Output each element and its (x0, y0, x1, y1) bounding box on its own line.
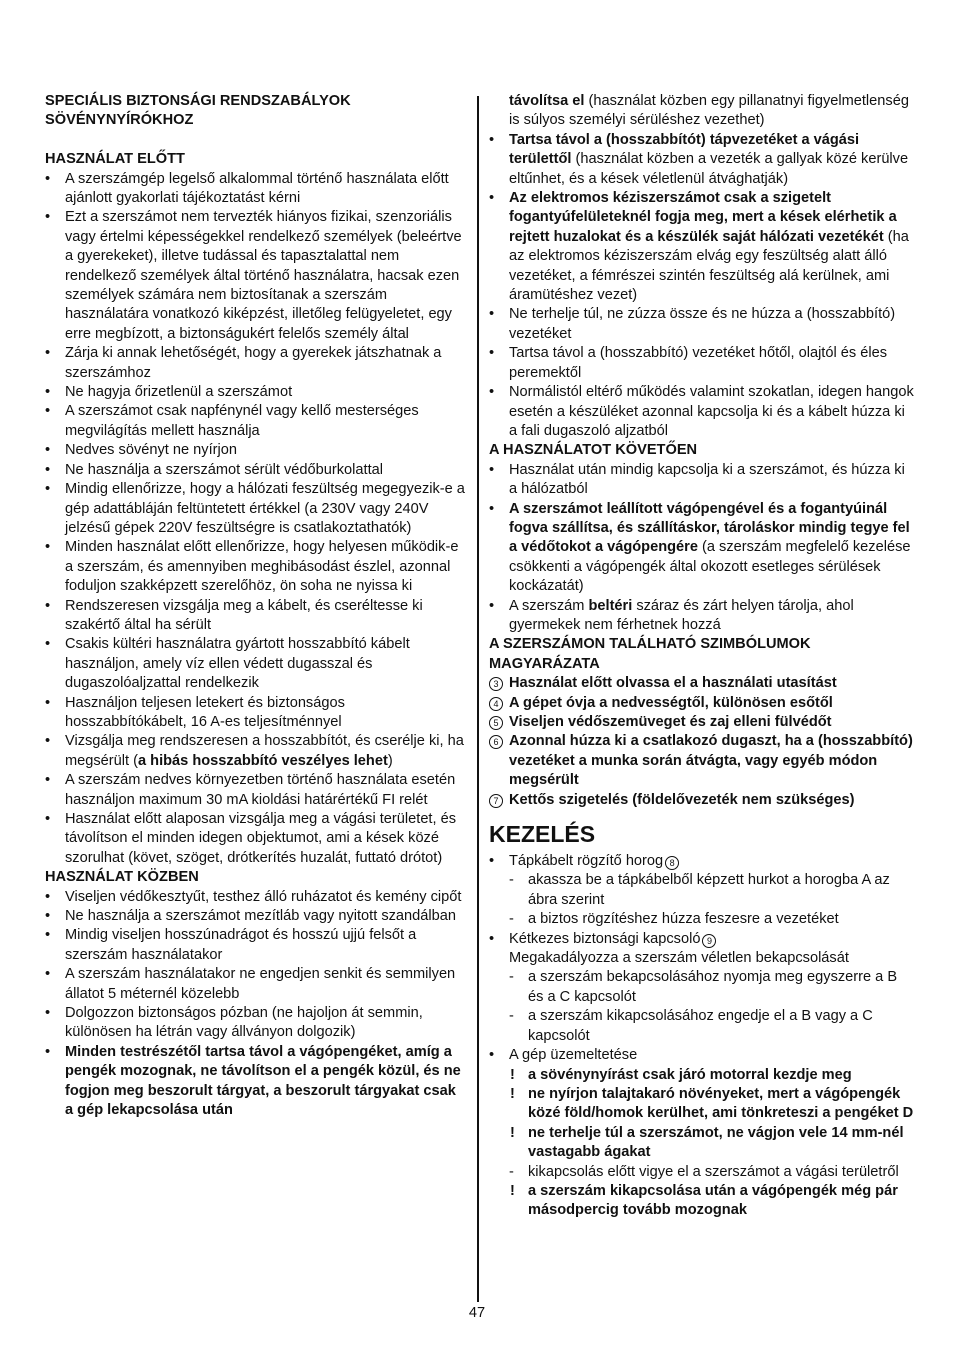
list-item: • A szerszámgép legelső alkalommal történő használata előtt ajánlott gyakorlati tájékoztatást kérni (45, 170, 467, 209)
warning-item: ! a sövénynyírást csak járó motorral kezdje meg (489, 1066, 914, 1085)
section-title: SPECIÁLIS BIZTONSÁGI RENDSZABÁLYOK (45, 93, 351, 109)
right-column (489, 92, 914, 1221)
symbol-item: 7 Kettős szigetelés (földelővezeték nem szükséges) (489, 791, 914, 810)
list-item: • Ezt a szerszámot nem tervezték hiányos fizikai, szenzoriális vagy értelmi képességekkel rendelkező személyek (beleértve a gyerekeket), illetve tudással és tapasztalattal nem rendelkező személyek által történő használatra, hacsak ezen személyek számára nem biztosítanak a szerszám használatára vonatkozó kiképzést, illetőleg felügyeletet, egy erre megbízott, a biztonságukért felelős személy által (45, 208, 467, 344)
heading-during-use: HASZNÁLAT KÖZBEN (45, 869, 199, 886)
list-item: • Minden testrészétől tartsa távol a vágópengéket, amíg a pengék mozognak, ne távolítson el a pengék közül, és ne fogjon meg beszorult tárgyat, a beszorult tárgyakat csak a gép lekapcsolása után (45, 1043, 467, 1121)
list-item: • Rendszeresen vizsgálja meg a kábelt, és cseréltesse ki szakértő által ha sérült (45, 597, 467, 636)
list-item: • Normálistól eltérő működés valamint szokatlan, idegen hangok esetén a készüléket azonnal kapcsolja ki és a kábelt húzza ki a fali dugaszoló aljzatból (489, 383, 914, 441)
list-item: • Ne hagyja őrizetlenül a szerszámot (45, 383, 467, 402)
list-item: • Az elektromos kéziszerszámot csak a szigetelt fogantyúfelületeknél fogja meg, mert a kések elérhetik a rejtett huzalokat és a készülék saját hálózati vezetékét (ha az elektromos kéziszerszám elvág egy feszültség alatt álló vezetéket, a fémrészei szintén feszültség alá kerülnek, ami áramütéshez vezet) (489, 189, 914, 305)
circled-number-icon: 4 (489, 697, 503, 711)
list-item: • A szerszám használatakor ne engedjen senkit és semmilyen állatot 5 méternél közelebb (45, 965, 467, 1004)
list-item: • Vizsgálja meg rendszeresen a hosszabbítót, és cserélje ki, ha megsérült (a hibás hosszabbító veszélyes lehet) (45, 732, 467, 771)
list-item: • A szerszámot leállított vágópengével és a fogantyúinál fogva szállítsa, és szállításkor, tároláskor mindig tegye fel a védőtokot a vágópengére (a szerszám megfelelő kezelése csökkenti a vágópengék által okozott esetleges sérülések kockázatát) (489, 500, 914, 597)
operation-list (489, 852, 914, 1221)
before-use-list (45, 170, 467, 869)
symbol-item: 4 A gépet óvja a nedvességtől, különösen esőtől (489, 694, 914, 713)
list-item: • Ne terhelje túl, ne zúzza össze és ne húzza a (hosszabbító) vezetéket (489, 305, 914, 344)
list-item: • A gép üzemeltetése (489, 1046, 914, 1065)
sub-step: - a biztos rögzítéshez húzza feszesre a vezetéket (489, 910, 914, 929)
sub-step: - a szerszám bekapcsolásához nyomja meg egyszerre a B és a C kapcsolót (489, 968, 914, 1007)
circled-number-icon: 6 (489, 735, 503, 749)
symbol-item: 6 Azonnal húzza ki a csatlakozó dugaszt, ha a (hosszabbító) vezetéket a munka során átvágta, vagy egyéb módon megsérült (489, 732, 914, 790)
list-item: • Minden használat előtt ellenőrizze, hogy helyesen működik-e a szerszám, és amennyiben meghibásodást észlel, azonnal foduljon szakképzett szerelőhöz, ön soha ne nyissa ki (45, 538, 467, 596)
warning-item: ! a szerszám kikapcsolása után a vágópengék még pár másodpercig tovább mozognak (489, 1182, 914, 1221)
warning-item: ! ne nyírjon talajtakaró növényeket, mert a vágópengék közé föld/homok kerülhet, ami tönkreteszi a pengéket D (489, 1085, 914, 1124)
list-item: • Ne használja a szerszámot sérült védőburkolattal (45, 461, 467, 480)
list-item-continued: távolítsa el (használat közben egy pillanatnyi figyelmetlenség is súlyos személyi sérüléshez vezethet) (509, 93, 909, 129)
section-subtitle: SÖVÉNYNYÍRÓKHOZ (45, 112, 194, 129)
circled-number-icon: 3 (489, 677, 503, 691)
sub-step: - kikapcsolás előtt vigye el a szerszámot a vágási területről (489, 1163, 914, 1182)
symbols-list (489, 674, 914, 810)
circled-number-icon: 9 (702, 934, 716, 948)
warning-item: ! ne terhelje túl a szerszámot, ne vágjon vele 14 mm-nél vastagabb ágakat (489, 1124, 914, 1163)
heading-symbols: A SZERSZÁMON TALÁLHATÓ SZIMBÓLUMOK MAGYARÁZATA (489, 636, 811, 672)
list-item: • Használjon teljesen letekert és biztonságos hosszabbítókábelt, 16 A-es teljesítménnyel (45, 694, 467, 733)
column-divider (477, 96, 479, 1302)
left-column (45, 92, 467, 1121)
list-item: • Zárja ki annak lehetőségét, hogy a gyerekek játszhatnak a szerszámhoz (45, 344, 467, 383)
list-item: • Ne használja a szerszámot mezítláb vagy nyitott szandálban (45, 907, 467, 926)
list-item: • Kétkezes biztonsági kapcsoló 9 Megakadályozza a szerszám véletlen bekapcsolását (489, 930, 914, 969)
circled-number-icon: 8 (665, 856, 679, 870)
after-use-list (489, 461, 914, 636)
list-item: • Tápkábelt rögzítő horog 8 (489, 852, 914, 871)
list-item: • Tartsa távol a (hosszabbító) vezetéket hőtől, olajtól és éles peremektől (489, 344, 914, 383)
symbol-item: 5 Viseljen védőszemüveget és zaj elleni fülvédőt (489, 713, 914, 732)
symbol-item: 3 Használat előtt olvassa el a használati utasítást (489, 674, 914, 693)
sub-step: - a szerszám kikapcsolásához engedje el a B vagy a C kapcsolót (489, 1007, 914, 1046)
list-item: • A szerszámot csak napfénynél vagy kellő mesterséges megvilágítás mellett használja (45, 402, 467, 441)
list-item: • Mindig viseljen hosszúnadrágot és hosszú ujjú felsőt a szerszám használatakor (45, 926, 467, 965)
list-item: • Használat után mindig kapcsolja ki a szerszámot, és húzza ki a hálózatból (489, 461, 914, 500)
sub-step: - akassza be a tápkábelből képzett hurkot a horogba A az ábra szerint (489, 871, 914, 910)
list-item: • Tartsa távol a (hosszabbítót) tápvezetéket a vágási területtől (használat közben a vezeték a gallyak közé kerülve eltűnhet, és a kések véletlenül átvághatják) (489, 131, 914, 189)
list-item: • Viseljen védőkesztyűt, testhez álló ruházatot és kemény cipőt (45, 888, 467, 907)
list-item: • Csakis kültéri használatra gyártott hosszabbító kábelt használjon, amely víz ellen védett dugasszal és dugaszolóaljzattal rendelkezik (45, 635, 467, 693)
during-use-list-continued (489, 92, 914, 441)
circled-number-icon: 7 (489, 794, 503, 808)
section-heading-kezeles: KEZELÉS (489, 821, 596, 848)
list-item: • Nedves sövényt ne nyírjon (45, 441, 467, 460)
list-item: • Használat előtt alaposan vizsgálja meg a vágási területet, és távolítson el minden idegen objektumot, ami a kések közé szorulhat (követ, szöget, drótkerítés huzalát, futtató drótot) (45, 810, 467, 868)
list-item: • Dolgozzon biztonságos pózban (ne hajoljon át semmin, különösen ha létrán vagy állványon dolgozik) (45, 1004, 467, 1043)
page-number: 47 (468, 1305, 486, 1321)
heading-before-use: HASZNÁLAT ELŐTT (45, 151, 185, 168)
circled-number-icon: 5 (489, 716, 503, 730)
list-item: • Mindig ellenőrizze, hogy a hálózati feszültség megegyezik-e a gép adattábláján feltüntetett értékkel (a 230V vagy 240V jelzésű gépek 220V feszültségre is csatlakoztathatók) (45, 480, 467, 538)
list-item: • A szerszám beltéri száraz és zárt helyen tárolja, ahol gyermekek nem férhetnek hozzá (489, 597, 914, 636)
heading-after-use: A HASZNÁLATOT KÖVETŐEN (489, 442, 698, 459)
list-item: • A szerszám nedves környezetben történő használata esetén használjon maximum 30 mA kioldási határértékű FI relét (45, 771, 467, 810)
during-use-list (45, 888, 467, 1121)
